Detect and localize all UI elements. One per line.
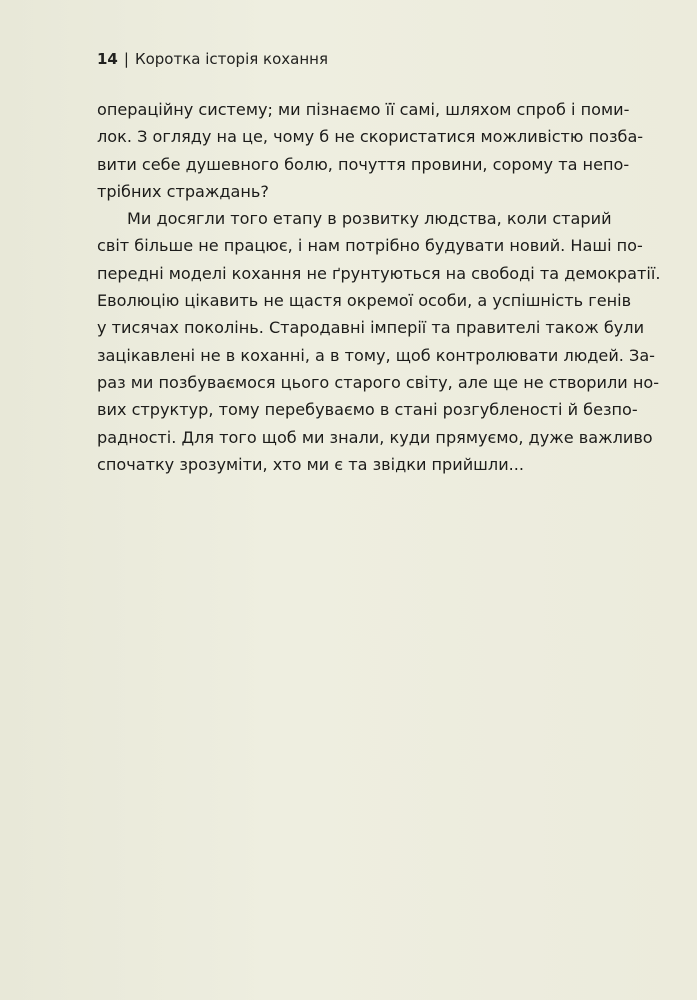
- text-line: світ більше не працює, і нам потрібно будувати новий. Наші по-: [97, 236, 643, 256]
- text-line: вити себе душевного болю, почуття провини, сорому та непо-: [97, 154, 630, 174]
- text-line: трібних страждань?: [97, 181, 269, 201]
- chapter-title: Коротка історія кохання: [134, 50, 328, 68]
- text-line: вих структур, тому перебуваємо в стані розгубленості й безпо-: [97, 400, 638, 420]
- text-line: лок. З огляду на це, чому б не скористатися можливістю позба-: [97, 127, 644, 147]
- running-header: [97, 49, 328, 69]
- header-separator: |: [123, 50, 129, 68]
- page-number: 14: [97, 50, 118, 68]
- text-line: спочатку зрозуміти, хто ми є та звідки прийшли...: [97, 454, 524, 474]
- text-line: операційну систему; ми пізнаємо її самі, шляхом спроб і поми-: [97, 100, 630, 119]
- text-line: передні моделі кохання не ґрунтуються на свободі та демократії.: [97, 263, 661, 283]
- text-line: Ми досягли того етапу в розвитку людства, коли старий: [127, 209, 612, 229]
- text-line: радності. Для того щоб ми знали, куди прямуємо, дуже важливо: [97, 427, 653, 447]
- text-line: зацікавлені не в коханні, а в тому, щоб контролювати людей. За-: [97, 345, 655, 365]
- text-line: раз ми позбуваємося цього старого світу, але ще не створили но-: [97, 372, 660, 392]
- text-line: у тисячах поколінь. Стародавні імперії та правителі також були: [97, 318, 645, 338]
- body-text: [97, 96, 661, 478]
- text-line: Еволюцію цікавить не щастя окремої особи, а успішність генів: [97, 291, 632, 311]
